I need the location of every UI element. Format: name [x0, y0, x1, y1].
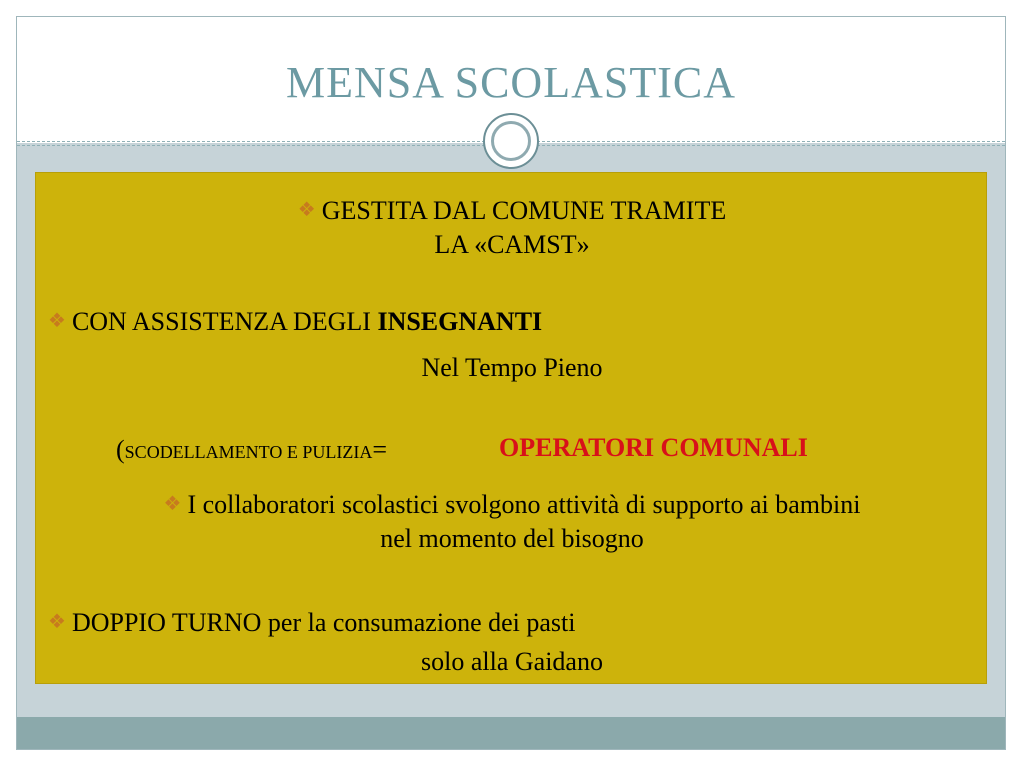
diamond-bullet-icon: ❖: [163, 493, 182, 515]
footer-band: [17, 717, 1005, 750]
item-1-line-2: LA «CAMST»: [434, 230, 590, 259]
diamond-bullet-icon: ❖: [297, 199, 316, 221]
item-3-line: [116, 435, 387, 467]
diamond-bullet-icon: ❖: [48, 310, 66, 332]
content-box: [35, 172, 987, 684]
circle-ornament-icon: [483, 113, 539, 169]
item-2-text: CON ASSISTENZA DEGLI: [71, 307, 378, 336]
item-3-open: (: [116, 435, 125, 464]
item-2-line-2: Nel Tempo Pieno: [421, 353, 603, 382]
circle-ornament-inner: [491, 121, 531, 161]
slide-title: MENSA SCOLASTICA: [286, 58, 736, 107]
item-5-text: DOPPIO TURNO per la consumazione dei pasti: [71, 608, 576, 637]
item-2-line-1: [48, 307, 542, 339]
item-5-line-1: [48, 608, 575, 640]
item-4-line-1: [36, 490, 988, 522]
item-3-small-text: SCODELLAMENTO E PULIZIA: [124, 442, 373, 462]
item-4-line-2: nel momento del bisogno: [380, 524, 644, 553]
item-1-text: GESTITA DAL COMUNE TRAMITE: [321, 196, 727, 225]
item-2-emphasis: INSEGNANTI: [377, 307, 543, 336]
item-3-highlight: OPERATORI COMUNALI: [499, 433, 808, 462]
item-5-line-2: solo alla Gaidano: [421, 647, 603, 676]
item-3-equals: =: [372, 435, 387, 464]
item-1-line-1: [36, 196, 988, 228]
item-4-text: I collaboratori scolastici svolgono attività di supporto ai bambini: [187, 490, 861, 519]
slide: [16, 16, 1006, 750]
diamond-bullet-icon: ❖: [48, 611, 66, 633]
